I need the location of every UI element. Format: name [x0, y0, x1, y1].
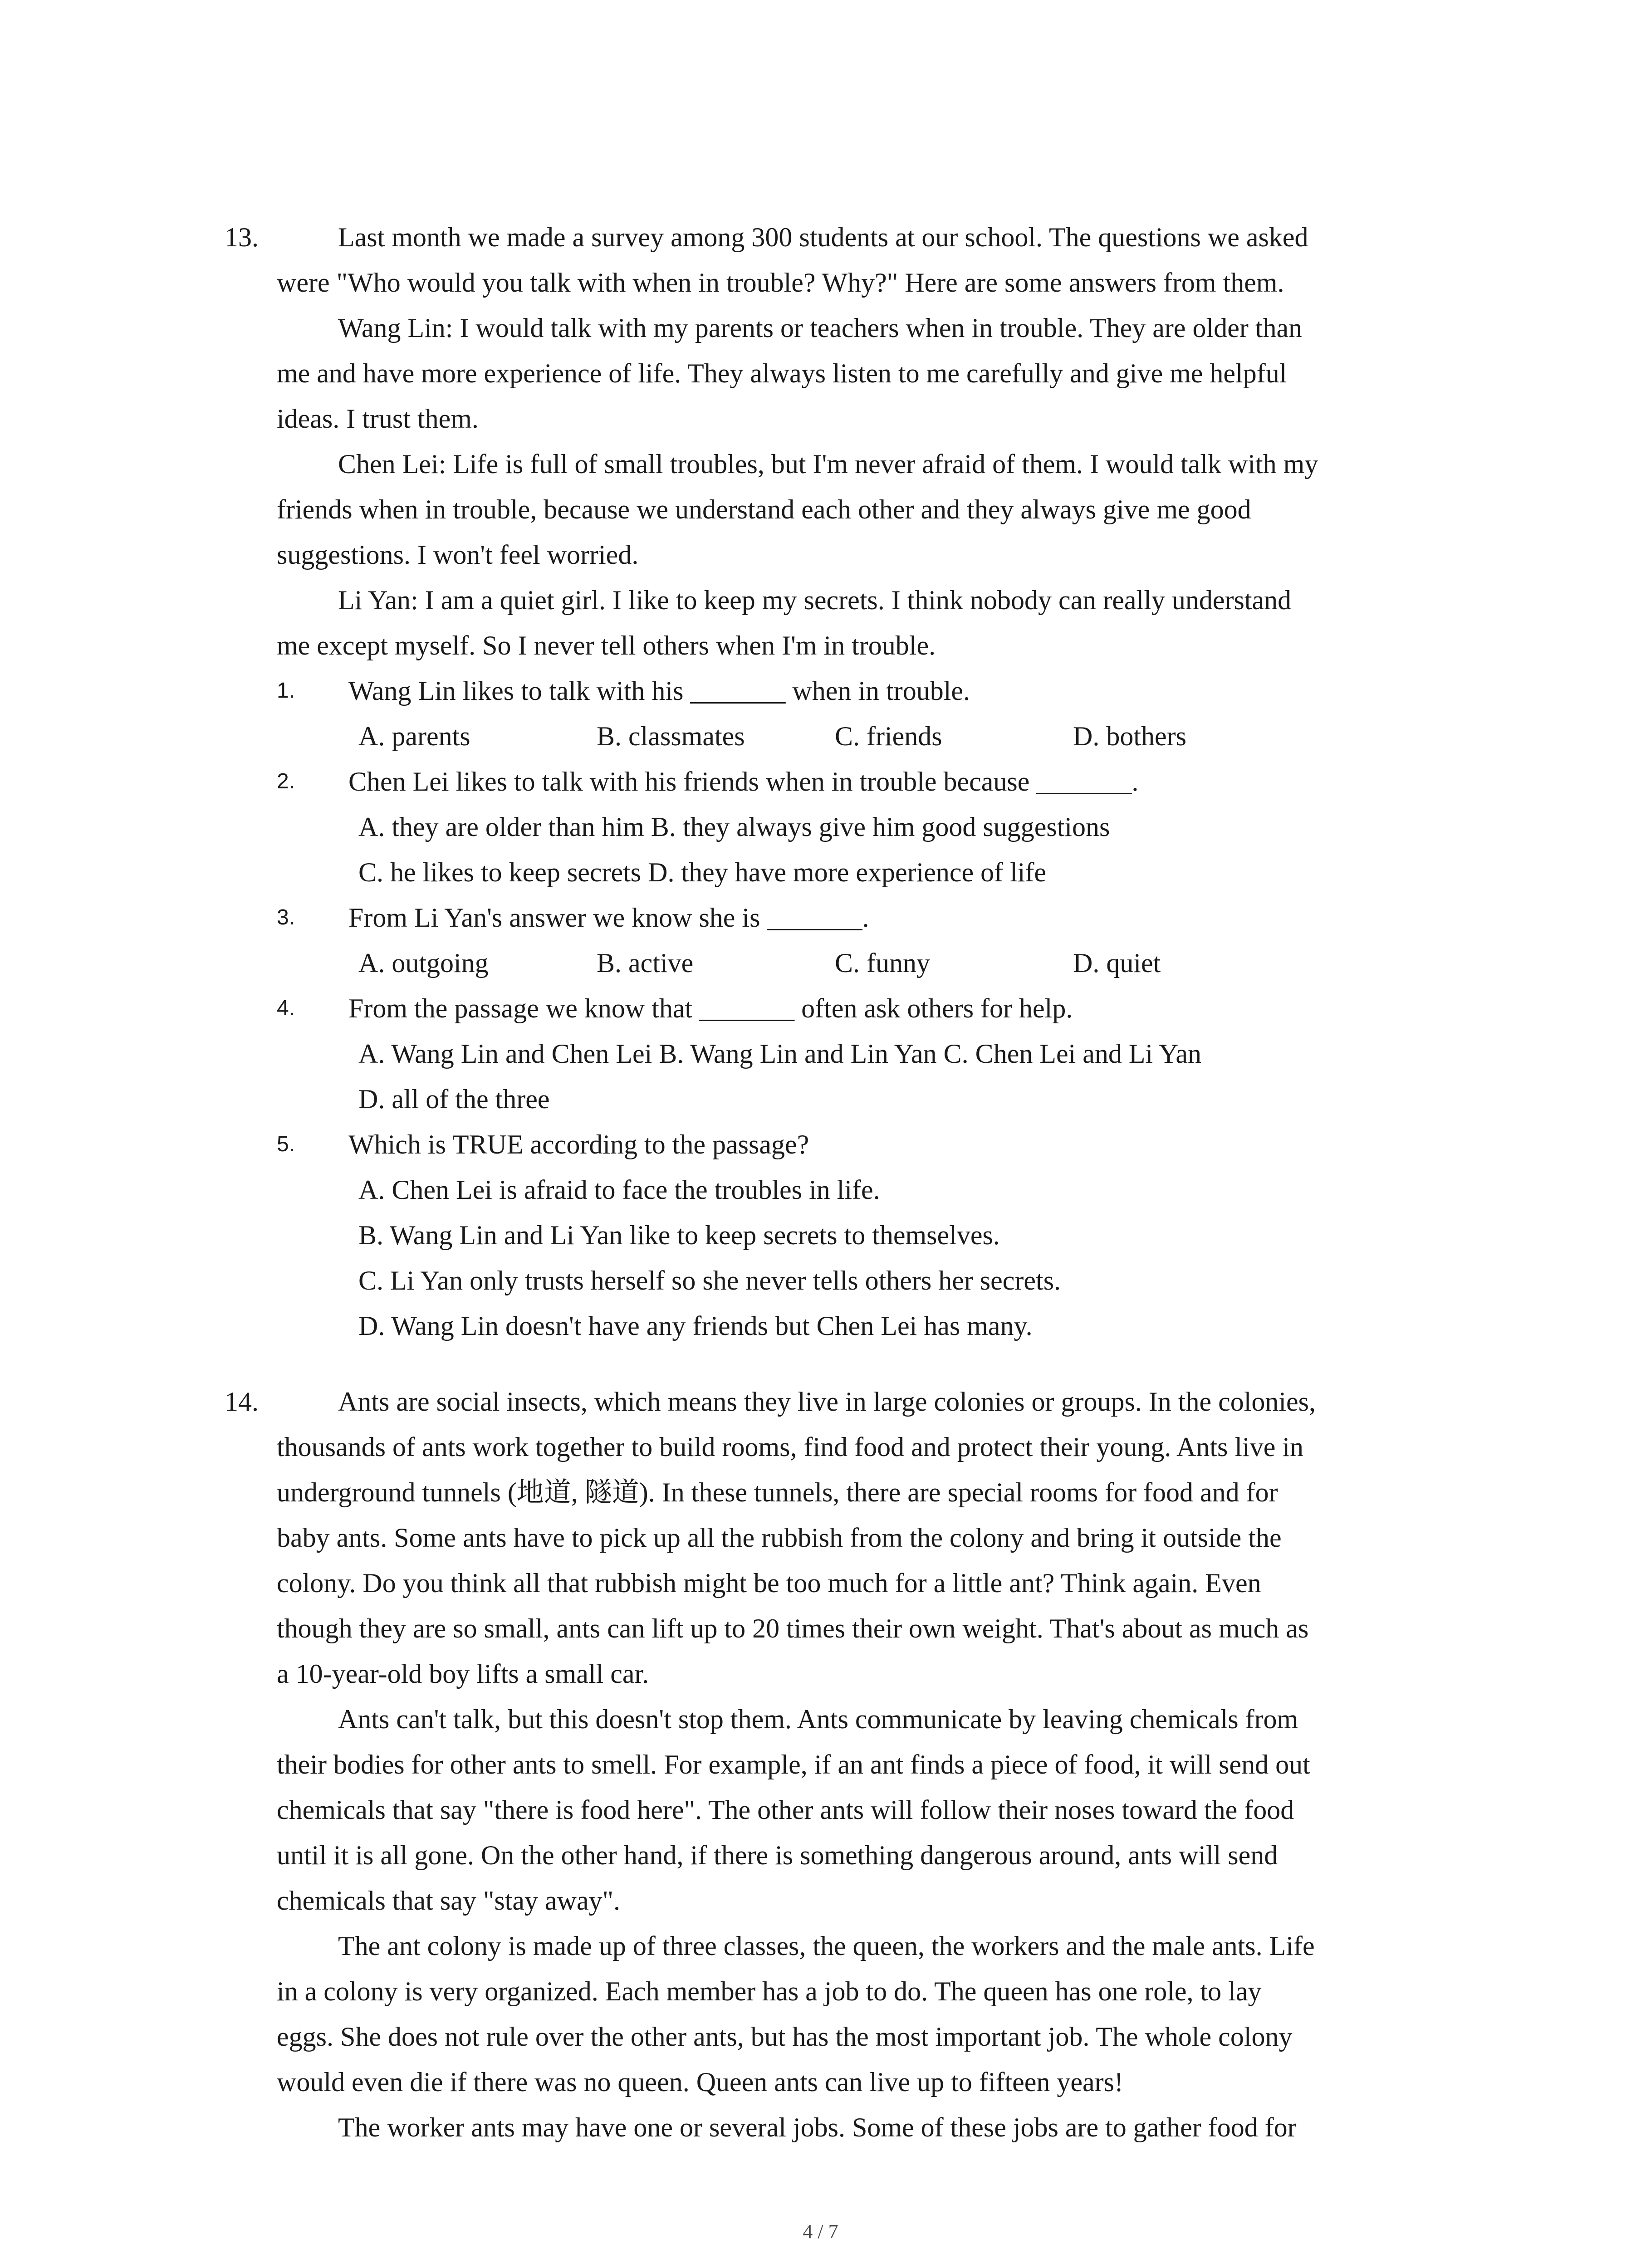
- option-a: A. parents: [358, 721, 470, 751]
- passage-14-line: chemicals that say "stay away".: [277, 1886, 621, 1916]
- passage-14-line: The worker ants may have one or several jobs. Some of these jobs are to gather food for: [338, 2112, 1297, 2142]
- option-a: A. outgoing: [358, 948, 489, 978]
- passage-13-line: me except myself. So I never tell others when I'm in trouble.: [277, 631, 936, 660]
- option-line: A. they are older than him B. they always give him good suggestions: [358, 812, 1110, 842]
- subquestion-5-text: Which is TRUE according to the passage?: [348, 1129, 809, 1159]
- passage-14-line: underground tunnels (地道, 隧道). In these tunnels, there are special rooms for food and for: [277, 1477, 1278, 1507]
- subquestion-4-text: From the passage we know that _______ often ask others for help.: [348, 993, 1073, 1023]
- passage-13-line: Last month we made a survey among 300 students at our school. The questions we asked: [338, 222, 1308, 252]
- option-line: A. Chen Lei is afraid to face the troubles in life.: [358, 1175, 880, 1205]
- option-c: C. friends: [835, 721, 942, 751]
- option-line: D. all of the three: [358, 1084, 550, 1114]
- option-line: A. Wang Lin and Chen Lei B. Wang Lin and Lin Yan C. Chen Lei and Li Yan: [358, 1039, 1201, 1069]
- passage-14-line: in a colony is very organized. Each member has a job to do. The queen has one role, to lay: [277, 1976, 1262, 2006]
- passage-14-line: though they are so small, ants can lift up to 20 times their own weight. That's about as much as: [277, 1613, 1309, 1643]
- subquestion-4-number: 4.: [277, 996, 295, 1020]
- passage-13-line: were "Who would you talk with when in trouble? Why?" Here are some answers from them.: [277, 268, 1284, 298]
- subquestion-1-text: Wang Lin likes to talk with his _______ when in trouble.: [348, 676, 970, 706]
- option-b: B. active: [597, 948, 694, 978]
- passage-14-line: The ant colony is made up of three classes, the queen, the workers and the male ants. Life: [338, 1931, 1315, 1961]
- passage-14-line: Ants are social insects, which means they live in large colonies or groups. In the colonies,: [338, 1387, 1316, 1417]
- passage-14-line: eggs. She does not rule over the other ants, but has the most important job. The whole colony: [277, 2022, 1293, 2052]
- option-b: B. classmates: [597, 721, 745, 751]
- passage-13-line: Chen Lei: Life is full of small troubles, but I'm never afraid of them. I would talk with my: [338, 449, 1318, 479]
- passage-13-line: Wang Lin: I would talk with my parents or teachers when in trouble. They are older than: [338, 313, 1303, 343]
- subquestion-2-number: 2.: [277, 769, 295, 793]
- passage-13-line: friends when in trouble, because we understand each other and they always give me good: [277, 494, 1251, 524]
- passage-14-line: chemicals that say "there is food here". The other ants will follow their noses toward the food: [277, 1795, 1294, 1825]
- option-line: C. Li Yan only trusts herself so she never tells others her secrets.: [358, 1266, 1061, 1295]
- subquestion-3-number: 3.: [277, 905, 295, 929]
- passage-14-line: Ants can't talk, but this doesn't stop them. Ants communicate by leaving chemicals from: [338, 1704, 1298, 1734]
- passage-14-line: thousands of ants work together to build rooms, find food and protect their young. Ants live in: [277, 1432, 1304, 1462]
- subquestion-3-text: From Li Yan's answer we know she is _______.: [348, 903, 869, 933]
- passage-13-line: Li Yan: I am a quiet girl. I like to keep my secrets. I think nobody can really understand: [338, 585, 1292, 615]
- option-d: D. quiet: [1073, 948, 1161, 978]
- question-13-number: 13.: [225, 222, 259, 252]
- subquestion-1-number: 1.: [277, 679, 295, 703]
- passage-14-line: a 10-year-old boy lifts a small car.: [277, 1659, 649, 1689]
- passage-13-line: suggestions. I won't feel worried.: [277, 540, 639, 570]
- option-c: C. funny: [835, 948, 930, 978]
- passage-14-line: would even die if there was no queen. Queen ants can live up to fifteen years!: [277, 2067, 1123, 2097]
- passage-13-line: me and have more experience of life. They always listen to me carefully and give me helpful: [277, 358, 1287, 388]
- passage-14-line: baby ants. Some ants have to pick up all the rubbish from the colony and bring it outside the: [277, 1523, 1282, 1553]
- question-14-number: 14.: [225, 1387, 259, 1417]
- page-number: 4 / 7: [803, 2220, 838, 2243]
- passage-14-line: their bodies for other ants to smell. For example, if an ant finds a piece of food, it will send out: [277, 1750, 1310, 1779]
- subquestion-5-number: 5.: [277, 1132, 295, 1156]
- subquestion-2-text: Chen Lei likes to talk with his friends when in trouble because _______.: [348, 767, 1139, 797]
- passage-14-line: colony. Do you think all that rubbish might be too much for a little ant? Think again. Even: [277, 1568, 1261, 1598]
- option-line: C. he likes to keep secrets D. they have more experience of life: [358, 857, 1047, 887]
- option-line: D. Wang Lin doesn't have any friends but Chen Lei has many.: [358, 1311, 1033, 1341]
- option-d: D. bothers: [1073, 721, 1186, 751]
- passage-13-line: ideas. I trust them.: [277, 404, 479, 434]
- passage-14-line: until it is all gone. On the other hand, if there is something dangerous around, ants will send: [277, 1840, 1278, 1870]
- option-line: B. Wang Lin and Li Yan like to keep secrets to themselves.: [358, 1220, 1000, 1250]
